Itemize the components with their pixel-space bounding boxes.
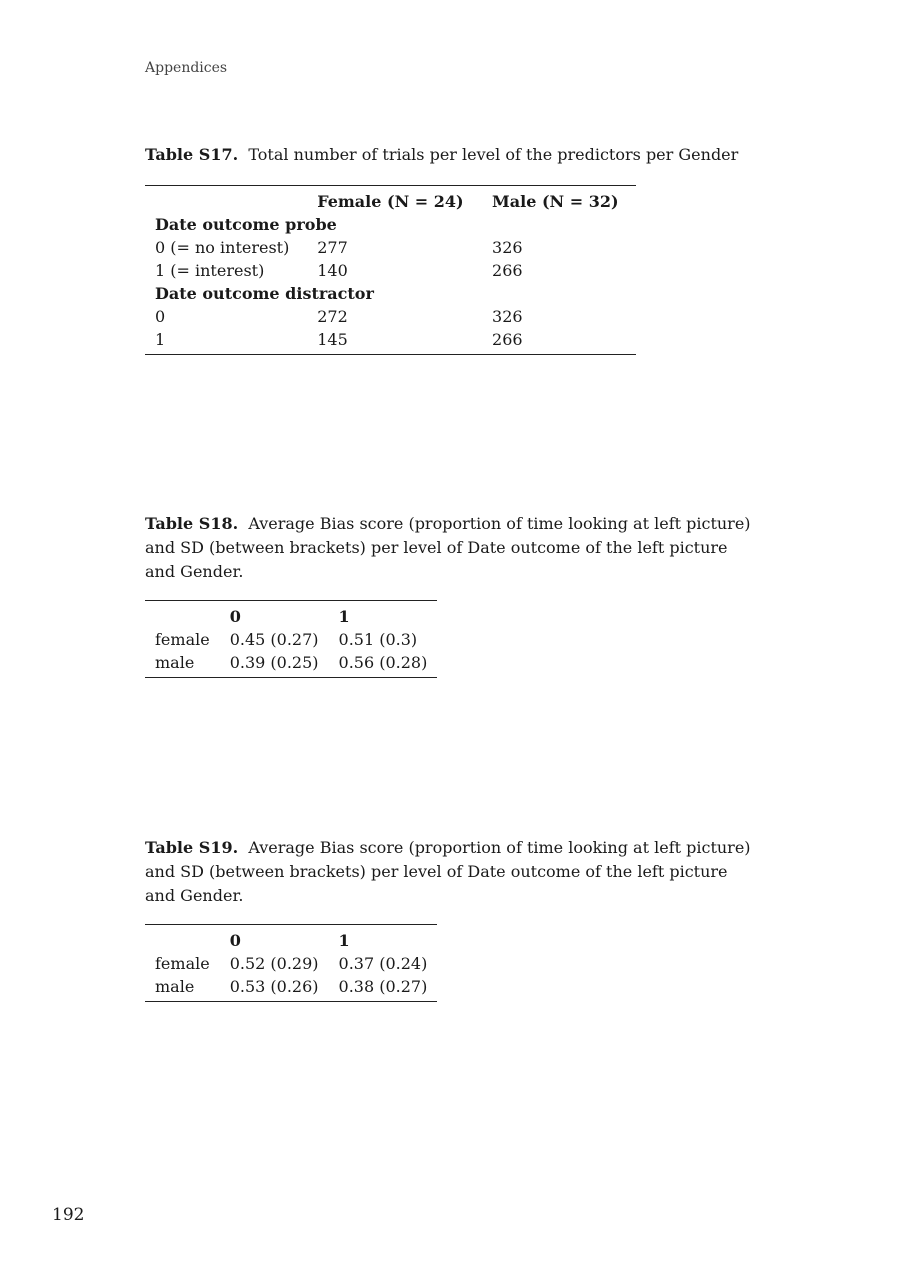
table-header-row: [145, 925, 437, 953]
table-s19-label: Table S19.: [145, 838, 239, 857]
table-s17-label: Table S17.: [145, 145, 239, 164]
column-header-female: Female (N = 24): [317, 192, 464, 211]
row-label: female: [155, 954, 210, 973]
table-s19-caption: [145, 836, 755, 908]
row-label: 0 (= no interest): [155, 238, 290, 257]
cell-1: 0.37 (0.24): [338, 954, 428, 973]
cell-female: 145: [317, 330, 348, 349]
column-header-1: 1: [338, 607, 350, 626]
group-title: Date outcome distractor: [155, 284, 374, 303]
cell-1: 0.56 (0.28): [338, 653, 428, 672]
cell-female: 277: [317, 238, 348, 257]
table-s18-caption-text: Average Bias score (proportion of time looking at left picture) and SD (between brackets) per level of Date outcome of the left picture and Gender.: [145, 514, 751, 581]
cell-1: 0.38 (0.27): [338, 977, 428, 996]
table-s17-caption-text: Total number of trials per level of the predictors per Gender: [248, 145, 739, 164]
table-header-row: [145, 186, 636, 214]
column-header-empty: [145, 186, 307, 214]
group-row-probe: [145, 213, 636, 236]
table-row: [145, 628, 437, 651]
group-row-distractor: [145, 282, 636, 305]
cell-0: 0.45 (0.27): [229, 630, 319, 649]
table-s19-caption-text: Average Bias score (proportion of time looking at left picture) and SD (between brackets) per level of Date outcome of the left picture and Gender.: [145, 838, 751, 905]
table-row: [145, 975, 437, 1002]
table-row: [145, 236, 636, 259]
row-label: 1: [155, 330, 166, 349]
cell-0: 0.53 (0.26): [229, 977, 319, 996]
column-header-1: 1: [338, 931, 350, 950]
table-s18-block: [145, 512, 755, 678]
cell-male: 266: [492, 261, 523, 280]
table-row: [145, 305, 636, 328]
column-header-empty: [145, 925, 220, 953]
column-header-0: 0: [229, 931, 241, 950]
table-s18-label: Table S18.: [145, 514, 239, 533]
row-label: female: [155, 630, 210, 649]
table-row: [145, 651, 437, 678]
table-s17-caption: [145, 143, 755, 167]
cell-female: 140: [317, 261, 348, 280]
group-title: Date outcome probe: [155, 215, 337, 234]
table-header-row: [145, 601, 437, 629]
table-row: [145, 952, 437, 975]
cell-male: 266: [492, 330, 523, 349]
cell-1: 0.51 (0.3): [338, 630, 418, 649]
row-label: male: [155, 653, 195, 672]
table-s18-caption: [145, 512, 755, 584]
row-label: 0: [155, 307, 166, 326]
table-s19: [145, 924, 437, 1002]
table-s19-block: [145, 836, 755, 1002]
cell-0: 0.52 (0.29): [229, 954, 319, 973]
row-label: 1 (= interest): [155, 261, 265, 280]
running-header: Appendices: [145, 60, 228, 76]
cell-male: 326: [492, 307, 523, 326]
page-number: 192: [52, 1205, 85, 1225]
cell-female: 272: [317, 307, 348, 326]
row-label: male: [155, 977, 195, 996]
table-row: [145, 328, 636, 355]
cell-0: 0.39 (0.25): [229, 653, 319, 672]
column-header-0: 0: [229, 607, 241, 626]
table-s18: [145, 600, 437, 678]
cell-male: 326: [492, 238, 523, 257]
table-s17: [145, 185, 636, 355]
table-row: [145, 259, 636, 282]
column-header-male: Male (N = 32): [492, 192, 619, 211]
column-header-empty: [145, 601, 220, 629]
table-s17-block: [145, 143, 755, 355]
